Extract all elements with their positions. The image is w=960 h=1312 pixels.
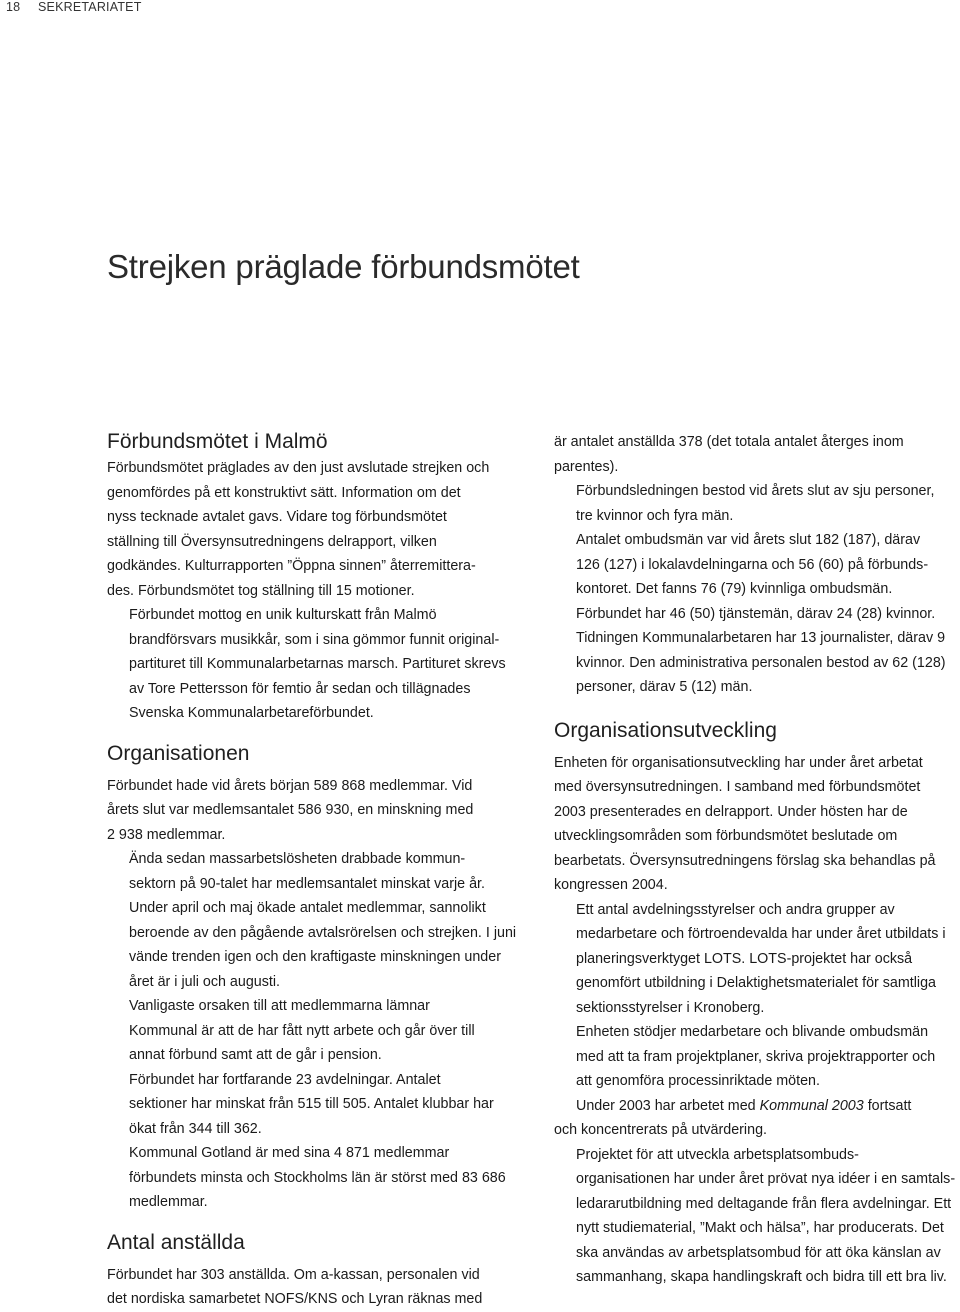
text-line: beroende av den pågående avtalsrörelsen och strejken. I juni bbox=[129, 924, 517, 941]
text-line: att genomföra processinriktade möten. bbox=[576, 1073, 820, 1089]
paragraph bbox=[554, 528, 956, 602]
text-line: året är i juli och augusti. bbox=[129, 973, 280, 990]
text-line: av Tore Pettersson för femtio år sedan och tillägnades bbox=[129, 680, 471, 697]
page-title: Strejken präglade förbundsmötet bbox=[107, 248, 580, 285]
text-line: Projektet för att utveckla arbetsplatsombuds- bbox=[576, 1146, 859, 1163]
running-header bbox=[6, 0, 142, 14]
text-line: med översynsutredningen. I samband med förbundsmötet bbox=[554, 779, 921, 795]
text-line: utvecklingsområden som förbundsmötet beslutade om bbox=[554, 828, 898, 844]
text-line: kvinnor. Den administrativa personalen bestod av 62 (128) bbox=[576, 654, 946, 671]
text-line: Svenska Kommunalarbetareförbundet. bbox=[129, 705, 374, 721]
text-line: Förbundet har fortfarande 23 avdelningar. Antalet bbox=[129, 1071, 441, 1088]
paragraph bbox=[554, 1094, 956, 1119]
left-column bbox=[107, 428, 517, 1312]
right-column bbox=[554, 430, 956, 1290]
paragraph bbox=[107, 1068, 517, 1142]
text-line: Förbundet mottog en unik kulturskatt från Malmö bbox=[129, 607, 437, 623]
text-line: des. Förbundsmötet tog ställning till 15 motioner. bbox=[107, 582, 415, 599]
text-line: vände trenden igen och den kraftigaste minskningen under bbox=[129, 949, 501, 965]
text-line: organisationen har under året prövat nya idéer i en samtals- bbox=[576, 1171, 956, 1187]
paragraph bbox=[554, 1020, 956, 1094]
paragraph bbox=[554, 1143, 956, 1290]
text-line: är antalet anställda 378 (det totala antalet återges inom bbox=[554, 434, 904, 450]
text-line: och koncentrerats på utvärdering. bbox=[554, 1122, 767, 1138]
text-line: genomfört utbildning i Delaktighetsmaterialet för samtliga bbox=[576, 975, 936, 991]
paragraph bbox=[554, 751, 956, 898]
text-line: sammanhang, skapa handlingskraft och bidra till ett bra liv. bbox=[576, 1269, 947, 1285]
text-line: godkändes. Kulturrapporten ”Öppna sinnen” återremittera- bbox=[107, 558, 476, 574]
heading-organisationsutveckling: Organisationsutveckling bbox=[554, 718, 777, 742]
text-line: nytt studiematerial, ”Makt och hälsa”, har producerats. Det bbox=[576, 1220, 944, 1236]
text-line: parentes). bbox=[554, 458, 619, 475]
paragraph bbox=[554, 898, 956, 1021]
text-line: årets slut var medlemsantalet 586 930, en minskning med bbox=[107, 802, 474, 818]
section-label: SEKRETARIATET bbox=[38, 0, 142, 14]
text-line: ökat från 344 till 362. bbox=[129, 1120, 262, 1137]
heading-antal-anstallda: Antal anställda bbox=[107, 1230, 245, 1254]
text-line: medarbetare och förtroendevalda har under året utbildats i bbox=[576, 926, 946, 942]
publication-title: Kommunal 2003 bbox=[759, 1097, 864, 1114]
paragraph bbox=[107, 994, 517, 1068]
text-line: Kommunal Gotland är med sina 4 871 medlemmar bbox=[129, 1145, 450, 1161]
text-line: tre kvinnor och fyra män. bbox=[576, 507, 734, 524]
text-line: genomfördes på ett konstruktivt sätt. Information om det bbox=[107, 484, 461, 501]
text-line: Förbundsmötet präglades av den just avslutade strejken och bbox=[107, 460, 490, 476]
text-line: Under april och maj ökade antalet medlemmar, sannolikt bbox=[129, 900, 486, 916]
text-line: Ett antal avdelningsstyrelser och andra grupper av bbox=[576, 901, 895, 918]
text-line: annat förbund samt att de går i pension. bbox=[129, 1047, 382, 1063]
text-line: brandförsvars musikkår, som i sina gömmor funnit original- bbox=[129, 631, 500, 648]
text-line: med att ta fram projektplaner, skriva projektrapporter och bbox=[576, 1048, 936, 1065]
text-line: ska användas av arbetsplatsombud för att öka känslan av bbox=[576, 1244, 941, 1261]
text-line: sektionsstyrelser i Kronoberg. bbox=[576, 999, 765, 1016]
text-line: Under 2003 har arbetet med Kommunal 2003 fortsatt bbox=[576, 1097, 912, 1114]
text-line: sektioner har minskat från 515 till 505. Antalet klubbar har bbox=[129, 1096, 494, 1112]
paragraph bbox=[107, 1141, 517, 1215]
text-line: Förbundet hade vid årets början 589 868 medlemmar. Vid bbox=[107, 777, 473, 794]
text-line: ställning till Översynsutredningens delrapport, vilken bbox=[107, 533, 437, 550]
text-line: 2003 presenterades en delrapport. Under hösten har de bbox=[554, 803, 908, 820]
text-line: Enheten för organisationsutveckling har under året arbetat bbox=[554, 754, 923, 771]
text-line: Förbundet har 46 (50) tjänstemän, därav 24 (28) kvinnor. bbox=[576, 605, 936, 622]
paragraph bbox=[107, 774, 517, 848]
text-line: medlemmar. bbox=[129, 1194, 208, 1210]
text-line: Vanligaste orsaken till att medlemmarna lämnar bbox=[129, 998, 430, 1014]
paragraph bbox=[554, 479, 956, 528]
text-line: Tidningen Kommunalarbetaren har 13 journalister, därav 9 bbox=[576, 630, 946, 646]
text-line: det nordiska samarbetet NOFS/KNS och Lyran räknas med bbox=[107, 1291, 483, 1307]
text-line: Enheten stödjer medarbetare och blivande ombudsmän bbox=[576, 1024, 929, 1040]
text-line: Antalet ombudsmän var vid årets slut 182 (187), därav bbox=[576, 532, 921, 548]
paragraph bbox=[107, 847, 517, 994]
text-line: nyss tecknade avtalet gavs. Vidare tog förbundsmötet bbox=[107, 509, 447, 525]
text-line: Ända sedan massarbetslösheten drabbade kommun- bbox=[129, 851, 466, 867]
paragraph bbox=[554, 602, 956, 700]
text-line: kontoret. Det fanns 76 (79) kvinnliga ombudsmän. bbox=[576, 581, 893, 597]
text-line: kongressen 2004. bbox=[554, 877, 668, 893]
text-line: 2 938 medlemmar. bbox=[107, 826, 226, 843]
text-line: bearbetats. Översynsutredningens förslag ska behandlas på bbox=[554, 852, 936, 869]
text-line: ledararutbildning med deltagande från flera avdelningar. Ett bbox=[576, 1195, 952, 1212]
text-line: Förbundet har 303 anställda. Om a-kassan, personalen vid bbox=[107, 1266, 480, 1283]
text-line: Förbundsledningen bestod vid årets slut av sju personer, bbox=[576, 483, 935, 499]
text-line: personer, därav 5 (12) män. bbox=[576, 679, 753, 695]
paragraph bbox=[107, 603, 517, 726]
text-line: planeringsverktyget LOTS. LOTS-projektet har också bbox=[576, 950, 913, 967]
paragraph-continuation bbox=[554, 1118, 956, 1143]
text-line: 126 (127) i lokalavdelningarna och 56 (60) på förbunds- bbox=[576, 556, 929, 573]
paragraph bbox=[554, 430, 956, 479]
page-number: 18 bbox=[6, 0, 21, 14]
paragraph bbox=[107, 1263, 517, 1312]
text-line: Kommunal är att de har fått nytt arbete och går över till bbox=[129, 1022, 475, 1039]
text-line: partituret till Kommunalarbetarnas marsch. Partituret skrevs bbox=[129, 656, 506, 672]
text-line: sektorn på 90-talet har medlemsantalet minskat varje år. bbox=[129, 875, 486, 892]
heading-forbundsmotet-malmo: Förbundsmötet i Malmö bbox=[107, 430, 328, 453]
heading-organisationen: Organisationen bbox=[107, 741, 250, 765]
paragraph bbox=[107, 456, 517, 603]
text-line: förbundets minsta och Stockholms län är störst med 83 686 bbox=[129, 1169, 506, 1186]
